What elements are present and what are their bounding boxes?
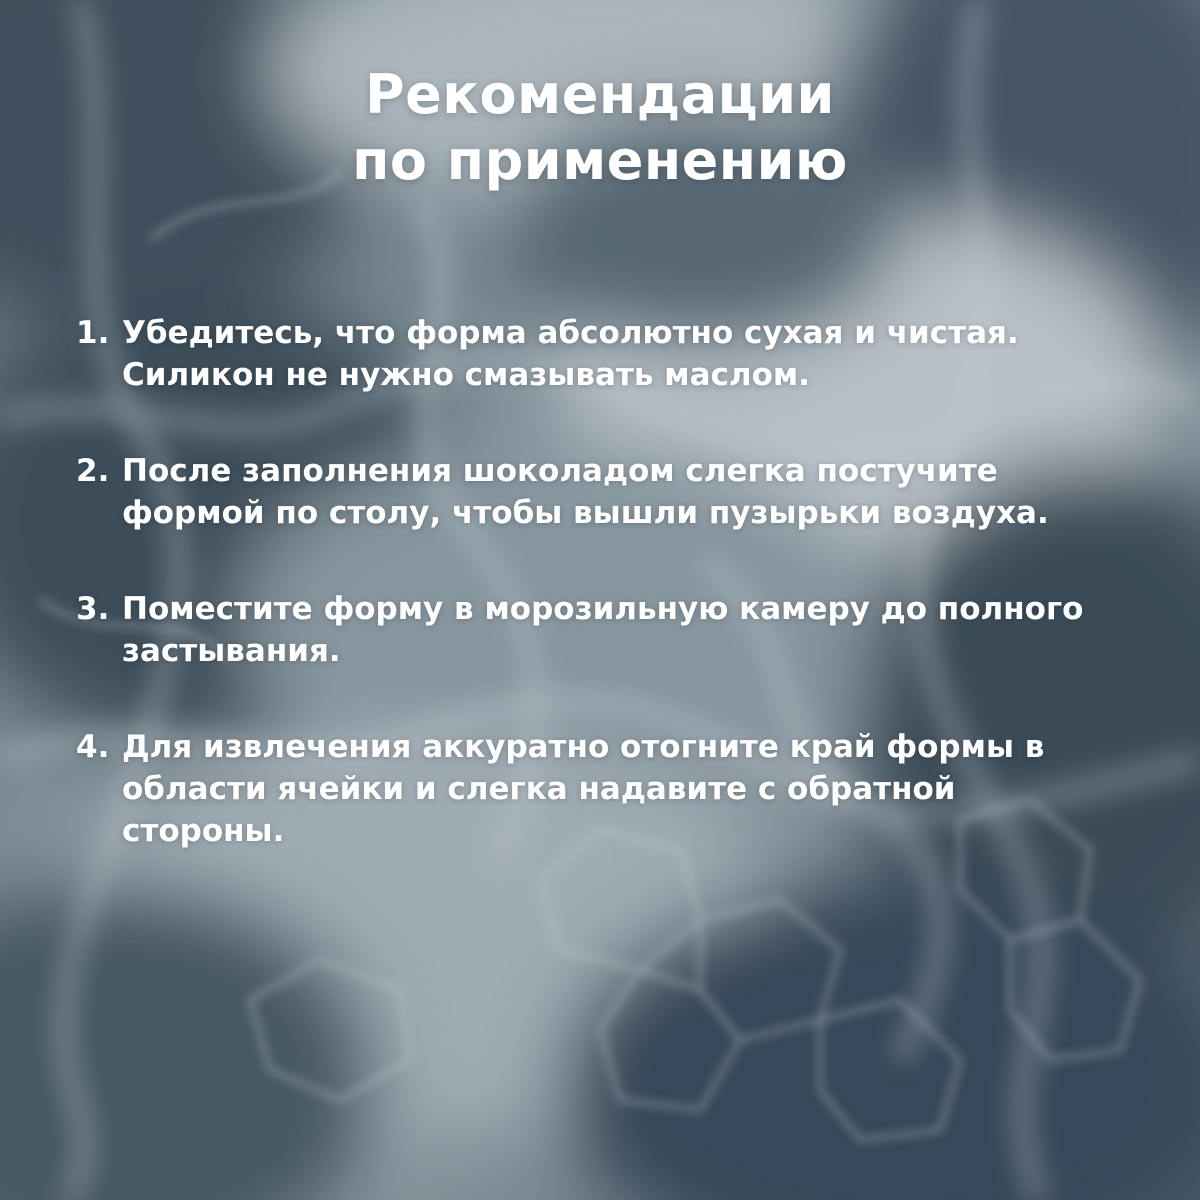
step-text: Убедитесь, что форма абсолютно сухая и чистая. Силикон не нужно смазывать маслом. [122, 315, 1019, 393]
step-number: 3. [76, 591, 110, 627]
step-text: Для извлечения аккуратно отогните край формы в области ячейки и слегка надавите с обратной стороны. [122, 729, 1045, 849]
title-line-2: по применению [352, 129, 848, 192]
step-number: 1. [76, 315, 110, 351]
title-line-1: Рекомендации [365, 63, 835, 126]
instruction-step-3 [76, 588, 1126, 672]
instruction-step-1 [76, 312, 1126, 396]
step-number: 4. [76, 729, 110, 765]
step-number: 2. [76, 453, 110, 489]
instruction-step-4 [76, 726, 1126, 852]
step-text: Поместите форму в морозильную камеру до полного застывания. [122, 591, 1084, 669]
instruction-step-2 [76, 450, 1126, 534]
instructions-list [76, 312, 1126, 906]
step-text: После заполнения шоколадом слегка постучите формой по столу, чтобы вышли пузырьки воздуха. [122, 453, 1049, 531]
page-title [0, 62, 1200, 194]
